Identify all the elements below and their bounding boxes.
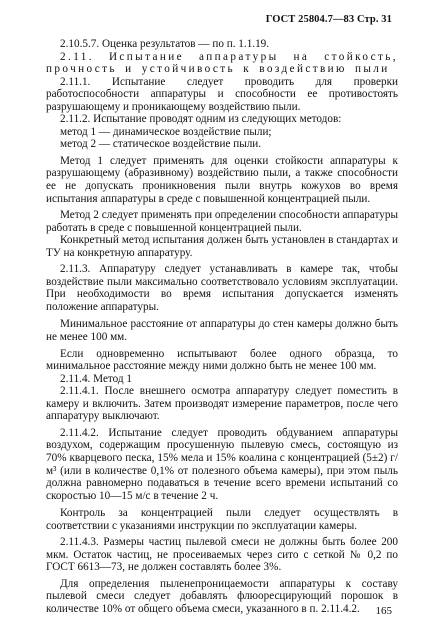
page-number: 165 bbox=[375, 605, 392, 617]
running-header: ГОСТ 25804.7—83 Стр. 31 bbox=[265, 14, 392, 25]
method-1-item: метод 1 — динамическое воздействие пыли; bbox=[60, 125, 272, 138]
paragraph-method-1: Метод 1 следует применять для оценки стойкости аппаратуры к разрушающему (абразивному) воздействию пыли, а также способности ее не допускать проникновения пыли внутрь кожухов во время испытания аппаратуры в среде с повышенной концентрацией пыли. bbox=[46, 154, 398, 205]
paragraph-2-11-3: 2.11.3. Аппаратуру следует устанавливать в камере так, чтобы воздействие пыли максимально соответствовало условиям эксплуатации. При необходимости во время испытания допускается изменять положение аппаратуры. bbox=[46, 263, 398, 313]
paragraph-min-distance: Минимальное расстояние от аппаратуры до стен камеры должно быть не менее 100 мм. bbox=[46, 318, 398, 344]
subheading-2-11-4: 2.11.4. Метод 1 bbox=[60, 372, 133, 385]
section-heading-2-11: 2.11. Испытание аппаратуры на стойкость, прочность и устойчивость к воздействию пыли bbox=[46, 50, 398, 76]
paragraph-2-11-2: 2.11.2. Испытание проводят одним из следующих методов: bbox=[60, 113, 342, 126]
paragraph-2-10-5-7: 2.10.5.7. Оценка результатов — по п. 1.1.19. bbox=[60, 38, 270, 50]
paragraph-2-11-4-3: 2.11.4.3. Размеры частиц пылевой смеси не должны быть более 200 мкм. Остаток частиц, не просеиваемых через сито с сеткой № 0,2 по ГОСТ 6613—73, не должен составлять более 3%. bbox=[46, 536, 398, 574]
paragraph-2-11-4-2: 2.11.4.2. Испытание следует проводить обдуванием аппаратуры воздухом, содержащим просушенную пылевую смесь, состоящую из 70% кварцевого песка, 15% мела и 15% коалина с концентрацией (5±2) г/м³ (или в количестве 0,1% от полезного объема камеры), при этом пыль должна равномерно подаваться в течение всего времени испытаний со скоростью 10—15 м/с в течение 2 ч. bbox=[46, 426, 398, 502]
paragraph-method-2: Метод 2 следует применять при определении способности аппаратуры работать в среде с повышенной концентрацией пыли. bbox=[46, 209, 398, 234]
paragraph-2-11-4-1: 2.11.4.1. После внешнего осмотра аппаратуру следует поместить в камеру и включить. Затем производят измерение параметров, после чего аппаратуру выключают. bbox=[46, 385, 398, 423]
paragraph-2-11-1: 2.11.1. Испытание следует проводить для проверки работоспособности аппаратуры и способности ее противостоять разрушающему и проникающему воздействию пыли. bbox=[46, 75, 398, 113]
paragraph-specific-method: Конкретный метод испытания должен быть установлен в стандартах и ТУ на конкретную аппаратуру. bbox=[46, 234, 398, 259]
paragraph-fluorescent-powder: Для определения пыленепроницаемости аппаратуры к составу пылевой смеси следует добавлять флюоресцирующий порошок в количестве 10% от общего объема смеси, указанного в п. 2.11.4.2. bbox=[46, 577, 398, 615]
paragraph-concentration-control: Контроль за концентрацией пыли следует осуществлять в соответствии с указаниями инструкции по эксплуатации камеры. bbox=[46, 507, 398, 532]
method-2-item: метод 2 — статическое воздействие пыли. bbox=[60, 138, 262, 151]
paragraph-multiple-samples: Если одновременно испытывают более одного образца, то минимальное расстояние между ними должно быть не менее 100 мм. bbox=[46, 347, 398, 373]
body-text bbox=[46, 38, 398, 616]
